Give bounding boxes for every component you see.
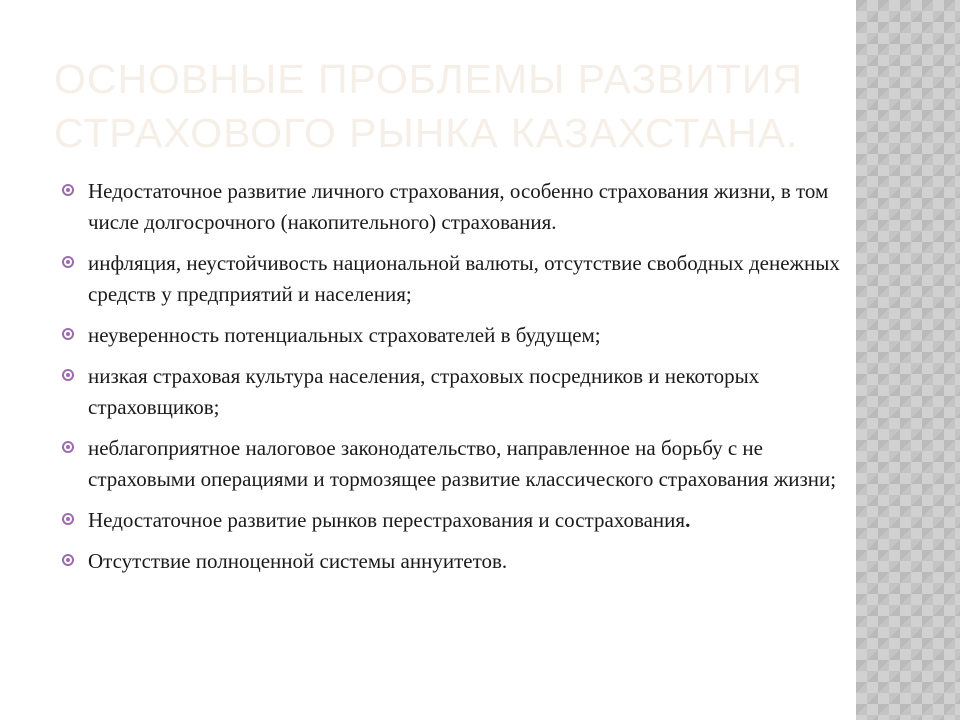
list-item (62, 248, 842, 310)
list-item (62, 176, 842, 238)
bullet-text: низкая страховая культура населения, страховых посредников и некоторых страховщиков; (88, 364, 760, 419)
circle-bullet-icon (62, 256, 74, 268)
circle-bullet-icon (62, 328, 74, 340)
circle-bullet-icon (62, 369, 74, 381)
bullet-text (88, 508, 690, 532)
circle-bullet-icon (62, 184, 74, 196)
list-item (62, 546, 842, 577)
circle-bullet-icon (62, 441, 74, 453)
list-item (62, 320, 842, 351)
circle-bullet-icon (62, 513, 74, 525)
bullet-text-main: Недостаточное развитие рынков перестрахования и сострахования (88, 508, 686, 532)
list-item (62, 433, 842, 495)
bullet-list (62, 176, 842, 587)
bullet-text: неуверенность потенциальных страхователей в будущем; (88, 323, 601, 347)
slide-title: ОСНОВНЫЕ ПРОБЛЕМЫ РАЗВИТИЯ СТРАХОВОГО РЫНКА КАЗАХСТАНА. (54, 56, 803, 156)
side-decorative-pattern (856, 0, 960, 720)
list-item (62, 361, 842, 423)
bullet-text: инфляция, неустойчивость национальной валюты, отсутствие свободных денежных средств у предприятий и населения; (88, 251, 840, 306)
bullet-text: неблагоприятное налоговое законодательство, направленное на борьбу с не страховыми операциями и тормозящее развитие классического страхования жизни; (88, 436, 837, 491)
bullet-text: Недостаточное развитие личного страхования, особенно страхования жизни, в том числе долгосрочного (накопительного) страхования. (88, 179, 829, 234)
bullet-text-bold-period: . (685, 508, 691, 532)
circle-bullet-icon (62, 554, 74, 566)
bullet-text: Отсутствие полноценной системы аннуитетов. (88, 549, 508, 573)
list-item (62, 505, 842, 536)
